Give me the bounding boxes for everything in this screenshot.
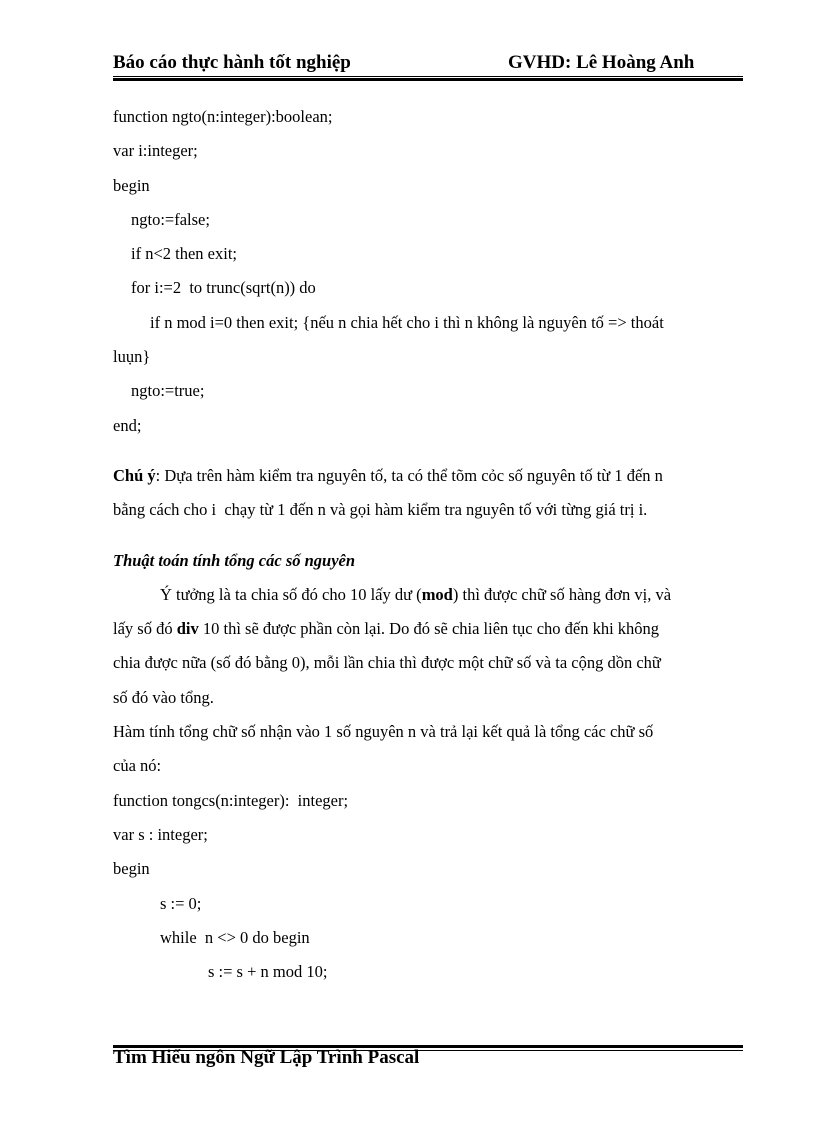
note-label: Chú ý: [113, 465, 156, 485]
code-line: if n mod i=0 then exit; {nếu n chia hết cho i thì n không là nguyên tố => thoát: [150, 312, 664, 332]
code-line: ngto:=true;: [131, 381, 205, 401]
code-line: function tongcs(n:integer): integer;: [113, 790, 349, 810]
page-body: [113, 100, 745, 989]
note-text-1: : Dựa trên hàm kiểm tra nguyên tố, ta có thể tõm cỏc số nguyên tố từ 1 đến n: [155, 465, 663, 485]
code-line: var s : integer;: [113, 824, 208, 844]
code-line: ngto:=false;: [131, 209, 210, 229]
code-line: for i:=2 to trunc(sqrt(n)) do: [131, 278, 316, 298]
note-line-2: bằng cách cho i chạy từ 1 đến n và gọi hàm kiểm tra nguyên tố với từng giá trị i.: [113, 500, 648, 520]
code-line: var i:integer;: [113, 141, 198, 161]
section-heading: Thuật toán tính tổng các số nguyên: [113, 550, 356, 570]
code-line: end;: [113, 415, 142, 435]
spacer: [113, 528, 745, 544]
code-line: s := s + n mod 10;: [208, 962, 328, 982]
para-text: lấy số đó: [113, 619, 177, 639]
para-keyword-div: div: [176, 619, 199, 639]
para-line-2: [113, 612, 745, 646]
code-line: s := 0;: [160, 893, 202, 913]
para-text: Ý tưởng là ta chia số đó cho 10 lấy dư (: [160, 584, 422, 604]
para-text: 10 thì sẽ được phần còn lại. Do đó sẽ chia liên tục cho đến khi không: [198, 619, 660, 639]
para-line-3: chia được nữa (số đó bằng 0), mỗi lần chia thì được một chữ số và ta cộng dồn chữ: [113, 653, 661, 673]
header-right-instructor: GVHD: Lê Hoàng Anh: [508, 52, 695, 73]
header-rule-thin: [113, 76, 743, 77]
code-line: begin: [113, 859, 150, 879]
code-line: begin: [113, 175, 150, 195]
code-line: function ngto(n:integer):boolean;: [113, 107, 333, 126]
para-line-5: Hàm tính tổng chữ số nhận vào 1 số nguyên n và trả lại kết quả là tổng các chữ số: [113, 722, 654, 742]
para-keyword-mod: mod: [421, 584, 453, 604]
code-line: if n<2 then exit;: [131, 244, 237, 264]
footer-title: Tìm Hiểu ngôn Ngữ Lập Trình Pascal: [113, 1047, 420, 1068]
para-line-6: của nó:: [113, 756, 162, 776]
code-line: luụn}: [113, 347, 151, 367]
code-line: while n <> 0 do begin: [160, 927, 310, 947]
para-line-4: số đó vào tổng.: [113, 687, 214, 707]
para-text: ) thì được chữ số hàng đơn vị, và: [452, 584, 672, 604]
header-left-title: Báo cáo thực hành tốt nghiệp: [113, 52, 351, 73]
spacer: [113, 443, 745, 459]
note-line-1: [113, 459, 745, 493]
para-line-1: [113, 578, 745, 612]
header-rule-thick: [113, 78, 743, 81]
